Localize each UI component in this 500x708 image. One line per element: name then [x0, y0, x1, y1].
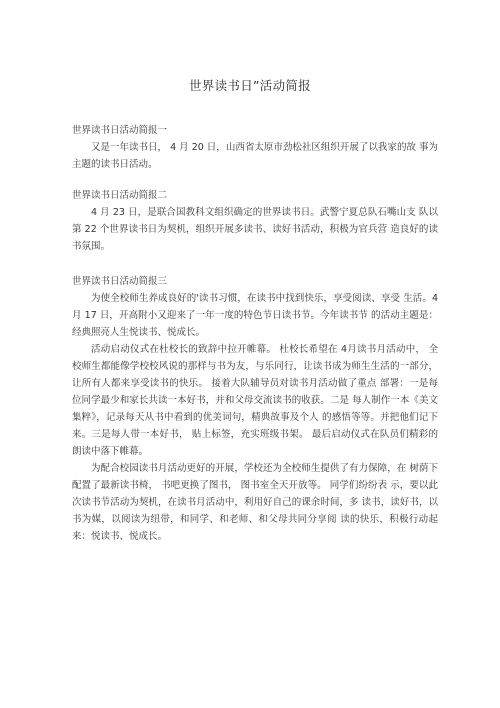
section-3-paragraph-2: 活动启动仪式在杜校长的致辞中拉开帷幕。 杜校长希望在 4月读书月活动中， 全校师生都能像学校校风说的那样与书为友，与乐同行，让读书成为师生生活的一部分，让所有人都来享受读书的快乐。 接着大队辅导员对读书月活动做了重点 部署：一是每位同学最少和家长共读一本好书，并和父母交流读书的收获。二是 每人制作一本《美文集粹》，记录每天从书中看到的优美词句，精典故事及个人 的感悟等等。并把他们记下来。三是每人带一本好书， 贴上标签，充实班级书架。 最后启动仪式在队员们精彩的朗读中落下帷幕。 — [72, 344, 438, 457]
section-2-paragraph-1: 4 月 23 日，是联合国教科文组织确定的世界读书日。武警宁夏总队石嘴山支 队以第 22 个世界读书日为契机，组织开展多读书、读好书活动，积极为官兵营 造良好的读书氛围。 — [72, 207, 438, 252]
document-body — [72, 122, 438, 545]
section-1-paragraph-1: 又是一年读书日， 4 月 20 日，山西省太原市劲松社区组织开展了以我家的故 事为主题的读书日活动。 — [72, 142, 438, 170]
section-2-subtitle: 世界读书日活动简报二 — [72, 190, 168, 201]
page-title: 世界读书日”活动简报 — [189, 78, 311, 93]
section-3 — [72, 273, 438, 545]
section-3-paragraph-3: 为配合校园读书月活动更好的开展，学校还为全校师生提供了有力保障，在 树荫下配置了最新读书椅， 书吧更换了图书， 图书室全天开放等。 同学们纷纷表 示，要以此次读书节活动为契机，在读书月活动中，利用好自己的课余时间，多 读书，读好书，以书为媒，以阅读为纽带，和同学、和老师、和父母共同分享阅 读的快乐，积极行动起来：悦读书、悦成长。 — [72, 463, 438, 542]
section-3-paragraph-1: 为使全校师生养成良好的'读书习惯，在读书中找到快乐，享受阅读、享受 生活。4 月 17 日，开高附小又迎来了一年一度的特色节日读书节。今年读书节 的活动主题是：经典照亮人生悦读书、悦成长。 — [72, 293, 438, 338]
section-1-subtitle: 世界读书日活动简报一 — [72, 125, 168, 136]
section-2 — [72, 187, 438, 255]
section-1 — [72, 122, 438, 173]
section-3-subtitle: 世界读书日活动简报三 — [72, 276, 168, 287]
